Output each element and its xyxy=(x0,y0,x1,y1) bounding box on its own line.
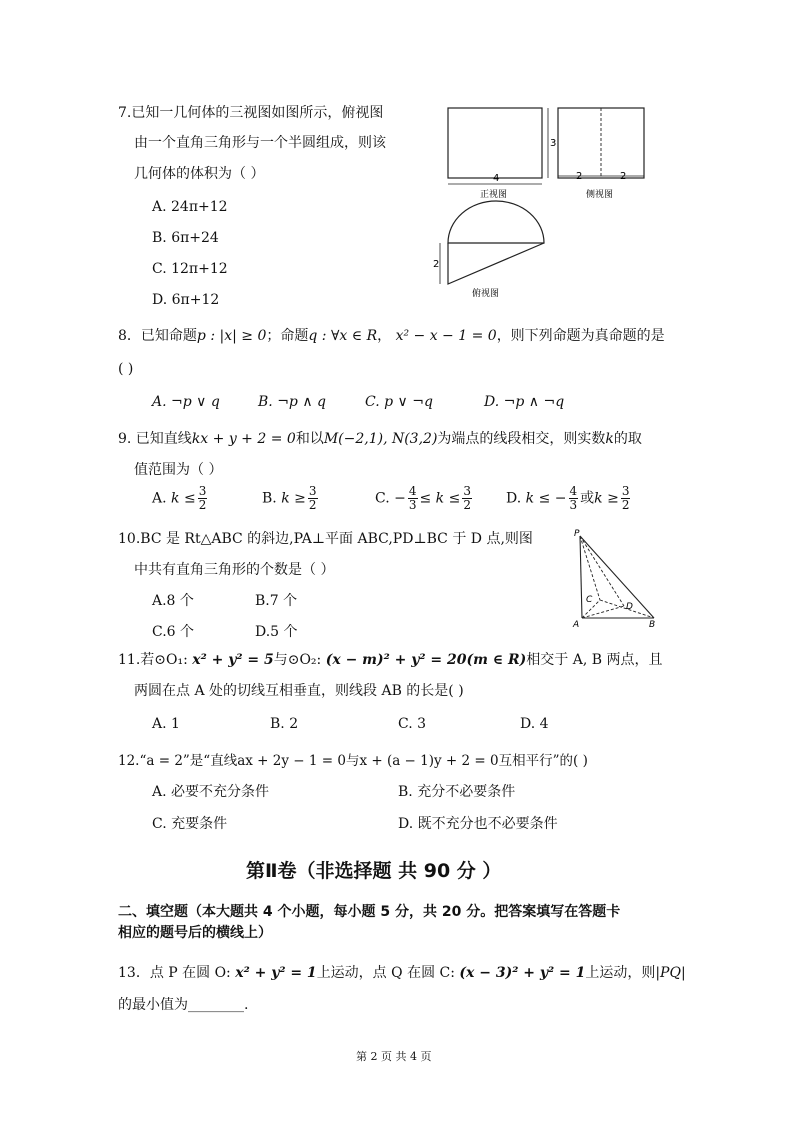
point-b-label: B xyxy=(649,620,656,630)
q9-option-d xyxy=(506,485,632,512)
front-view-label: 正视图 xyxy=(480,190,508,200)
fraction-4-3: $\frac{4}{3}$ xyxy=(408,484,417,512)
q9-option-b-relation: k ≥ xyxy=(281,490,306,507)
front-view-height-label: 3 xyxy=(550,138,557,149)
q11-line2: 两圆在点 A 处的切线互相垂直，则线段 AB 的长是( ) xyxy=(134,683,464,699)
q12-option-a: A. 必要不充分条件 xyxy=(152,784,270,800)
top-view-label: 俯视图 xyxy=(472,289,500,299)
q9-line1 xyxy=(118,430,642,448)
q9-option-b-letter: B. xyxy=(262,490,277,507)
fraction-4-3: $\frac{4}{3}$ xyxy=(569,484,578,512)
q7-line2: 由一个直角三角形与一个半圆组成，则该 xyxy=(134,135,386,151)
q8-option-d: D. ¬p ∧ ¬q xyxy=(484,394,565,410)
q10-option-d: D.5 个 xyxy=(255,624,298,640)
q7-line3: 几何体的体积为（ ） xyxy=(134,166,265,182)
q8-text-b: ；命题 xyxy=(266,328,309,344)
fraction-3-2: $\frac{3}{2}$ xyxy=(463,484,471,512)
q11-circle1-eq: x² + y² = 5 xyxy=(192,652,274,668)
q8-text-d: ，则下列命题为真命题的是 xyxy=(496,328,665,344)
q12-option-d: D. 既不充分也不必要条件 xyxy=(398,816,558,832)
q10-line1: 10.BC 是 Rt△ABC 的斜边,PA⊥平面 ABC,PD⊥BC 于 D 点,则图 xyxy=(118,531,533,547)
q9-k: k xyxy=(605,431,614,447)
q13-circle-o-eq: x² + y² = 1 xyxy=(235,965,317,981)
q9-text-b: 和以 xyxy=(295,431,324,447)
q11-option-c: C. 3 xyxy=(398,716,427,732)
q11-text-b: 与⊙O₂: xyxy=(273,652,322,668)
q11-option-b: B. 2 xyxy=(270,716,299,732)
q9-option-a-relation: k ≤ xyxy=(171,490,196,507)
q11-line1 xyxy=(118,651,662,669)
q9-line2: 值范围为（ ） xyxy=(134,462,223,478)
point-c-label: C xyxy=(586,595,593,605)
q8-equation: x² − x − 1 = 0 xyxy=(395,328,497,344)
point-a-label: A xyxy=(573,620,580,630)
q9-option-d-letter: D. xyxy=(506,490,522,507)
q9-text-d: 的取 xyxy=(613,431,642,447)
q8-option-b: B. ¬p ∧ q xyxy=(258,394,326,410)
q10-option-b: B.7 个 xyxy=(255,593,298,609)
point-d-label: D xyxy=(626,602,633,612)
q12-line1: 12.“a = 2”是“直线ax + 2y − 1 = 0与x + (a − 1)y + 2 = 0互相平行”的( ) xyxy=(118,753,588,769)
q11-text-a: 11.若⊙O₁: xyxy=(118,652,188,668)
q7-option-d: D. 6π+12 xyxy=(152,292,220,308)
q9-line-equation: kx + y + 2 = 0 xyxy=(191,431,296,447)
q7-option-c: C. 12π+12 xyxy=(152,261,228,277)
top-view-height-label: 2 xyxy=(433,259,440,270)
q9-endpoints: M(−2,1), N(3,2) xyxy=(323,431,438,447)
part2-title: 第Ⅱ卷（非选择题 共 90 分 ） xyxy=(246,860,502,882)
side-view-width-right: 2 xyxy=(620,171,627,182)
q8-text-a: 8．已知命题 xyxy=(118,328,197,344)
front-view-rect xyxy=(448,108,542,178)
q10-line2: 中共有直角三角形的个数是（ ） xyxy=(134,562,335,578)
q9-option-a-letter: A. xyxy=(152,490,167,507)
q12-option-c: C. 充要条件 xyxy=(152,816,228,832)
q9-option-c xyxy=(375,485,474,512)
side-view-width-left: 2 xyxy=(576,171,583,182)
pyramid-figure xyxy=(566,526,666,630)
point-p-label: P xyxy=(574,529,580,539)
page-footer: 第 2 页 共 4 页 xyxy=(356,1050,432,1063)
q9-option-a xyxy=(152,485,209,512)
q9-option-c-letter: C. xyxy=(375,490,390,507)
q13-circle-c-eq: (x − 3)² + y² = 1 xyxy=(459,965,586,981)
q7-line1: 7.已知一几何体的三视图如图所示，俯视图 xyxy=(118,105,384,121)
section2-line1: 二、填空题（本大题共 4 个小题，每小题 5 分，共 20 分。把答案填写在答题卡 xyxy=(118,904,621,920)
q8-p-def: p : |x| ≥ 0 xyxy=(196,328,267,344)
q13-text-a: 13．点 P 在圆 O: xyxy=(118,965,231,981)
q7-option-b: B. 6π+24 xyxy=(152,230,219,246)
fraction-3-2: $\frac{3}{2}$ xyxy=(308,484,317,512)
q13-text-c: 上运动，则 xyxy=(585,965,656,981)
q9-option-d-or: 或 xyxy=(580,490,595,507)
q9-text-c: 为端点的线段相交，则实数 xyxy=(437,431,606,447)
q8-text-c: ， xyxy=(377,328,392,344)
q8-line1 xyxy=(118,327,665,345)
top-view-semicircle xyxy=(448,201,544,243)
q8-line2: ( ) xyxy=(118,361,134,377)
q9-option-b xyxy=(262,485,320,512)
side-view-label: 侧视图 xyxy=(586,190,614,200)
q9-option-d-relation2: k ≥ xyxy=(594,490,619,507)
q11-text-c: 相交于 A, B 两点，且 xyxy=(526,652,663,668)
section2-line2: 相应的题号后的横线上） xyxy=(118,925,272,941)
q13-line1 xyxy=(118,964,686,982)
q11-option-a: A. 1 xyxy=(152,716,180,732)
q8-option-c: C. p ∨ ¬q xyxy=(365,394,433,410)
three-view-figure xyxy=(430,100,660,310)
q13-text-b: 上运动，点 Q 在圆 C: xyxy=(316,965,455,981)
q12-option-b: B. 充分不必要条件 xyxy=(398,784,516,800)
q7-option-a: A. 24π+12 xyxy=(152,199,228,215)
q10-option-c: C.6 个 xyxy=(152,624,195,640)
q9-text-a: 9. 已知直线 xyxy=(118,431,192,447)
q13-line2: 的最小值为________. xyxy=(118,997,249,1013)
fraction-3-2: $\frac{3}{2}$ xyxy=(621,484,630,512)
q8-q-def: q : ∀x ∈ R xyxy=(308,328,378,344)
q9-option-c-relation: ≤ k ≤ xyxy=(419,490,461,507)
q8-option-a: A. ¬p ∨ q xyxy=(152,394,220,410)
q11-option-d: D. 4 xyxy=(520,716,549,732)
front-view-width-label: 4 xyxy=(493,173,500,184)
minus-sign: − xyxy=(394,490,406,507)
top-view-triangle xyxy=(448,243,544,284)
q13-pq: |PQ| xyxy=(655,965,686,981)
q9-option-d-relation1: k ≤ − xyxy=(525,490,567,507)
q10-option-a: A.8 个 xyxy=(152,593,194,609)
fraction-3-2: $\frac{3}{2}$ xyxy=(198,484,207,512)
q11-circle2-eq: (x − m)² + y² = 20(m ∈ R) xyxy=(325,652,527,668)
